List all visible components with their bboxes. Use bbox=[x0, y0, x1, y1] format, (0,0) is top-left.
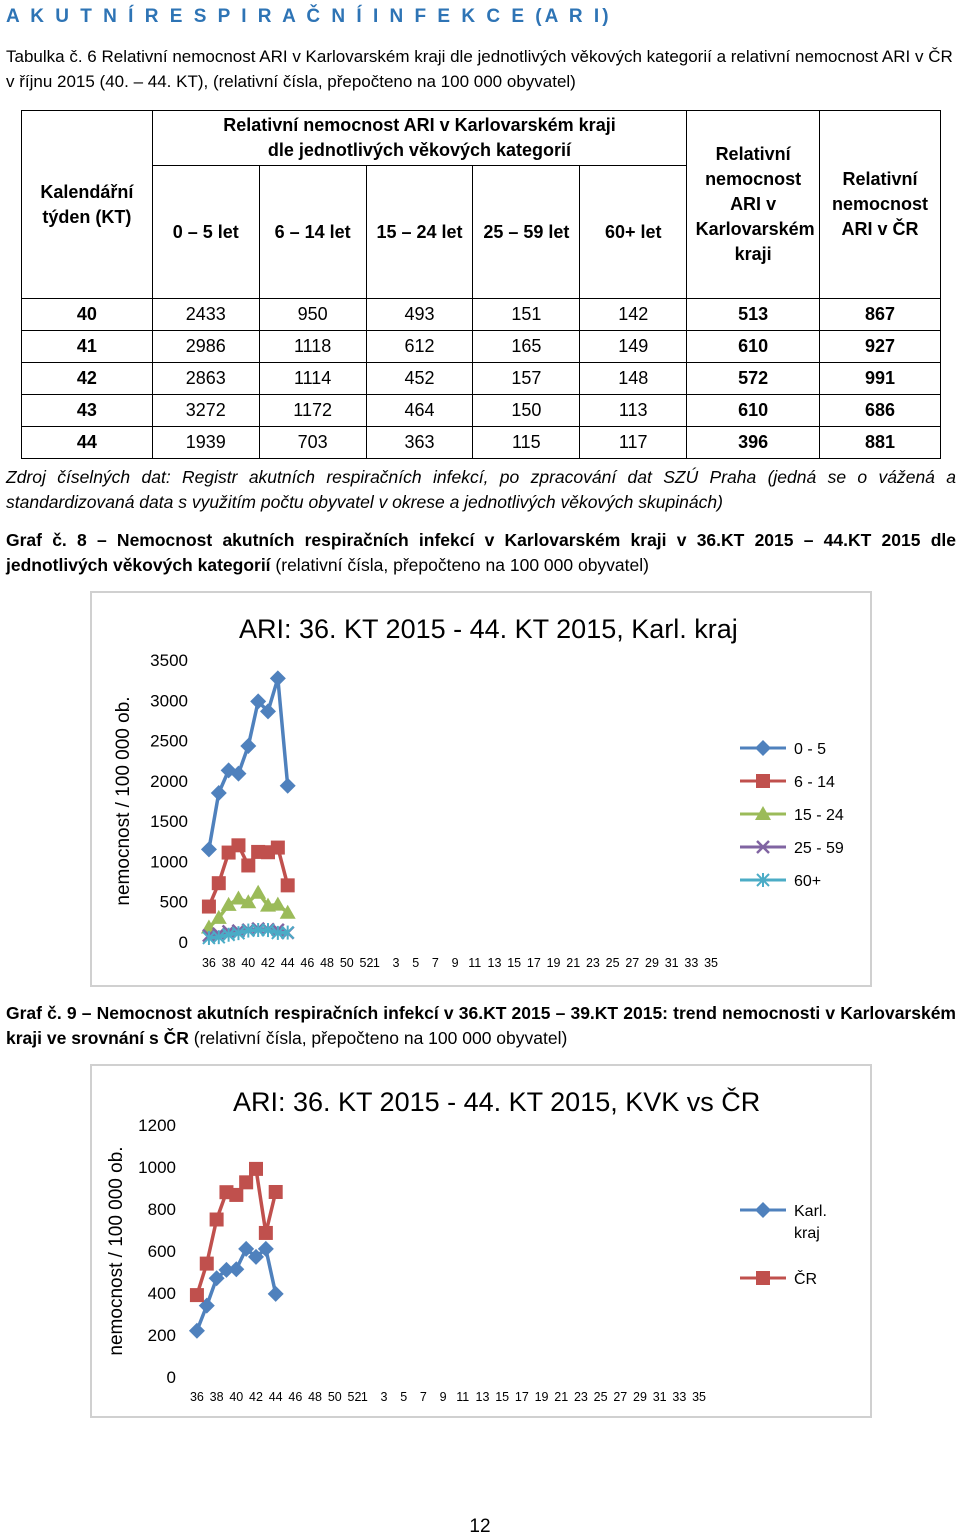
x-tick-label: 31 bbox=[664, 956, 679, 970]
legend-marker bbox=[755, 1202, 771, 1218]
data-point bbox=[250, 885, 266, 899]
legend-marker bbox=[756, 774, 770, 788]
table-cell: 41 bbox=[22, 331, 153, 363]
header-age-2: 15 – 24 let bbox=[366, 166, 473, 299]
table-caption-note: (relativní čísla, přepočteno na 100 000 obyvatel) bbox=[212, 72, 576, 91]
y-tick-label: 2000 bbox=[150, 771, 188, 791]
table-body bbox=[22, 299, 941, 459]
x-tick-label: 52 bbox=[347, 1390, 362, 1404]
table-caption bbox=[6, 44, 956, 94]
x-tick-label: 23 bbox=[585, 956, 600, 970]
legend-marker bbox=[756, 1271, 770, 1285]
table-cell: 3272 bbox=[152, 395, 259, 427]
page-number: 12 bbox=[469, 1516, 491, 1537]
y-tick-label: 200 bbox=[147, 1326, 176, 1345]
chart-1-frame bbox=[90, 591, 872, 987]
table-cell: 610 bbox=[687, 331, 820, 363]
y-axis-label: nemocnost / 100 000 ob. bbox=[113, 696, 134, 906]
data-point bbox=[228, 1261, 244, 1277]
table-cell: 881 bbox=[820, 427, 941, 459]
header-group: Relativní nemocnost ARI v Karlovarském kraji dle jednotlivých věkových kategorií bbox=[152, 111, 686, 166]
table-cell: 42 bbox=[22, 363, 153, 395]
table-cell: 157 bbox=[473, 363, 580, 395]
legend-label: ČR bbox=[794, 1271, 818, 1288]
table-cell: 396 bbox=[687, 427, 820, 459]
table-cell: 612 bbox=[366, 331, 473, 363]
y-tick-label: 1000 bbox=[150, 852, 188, 872]
table-cell: 148 bbox=[580, 363, 687, 395]
table-cell: 43 bbox=[22, 395, 153, 427]
table-cell: 493 bbox=[366, 299, 473, 331]
legend-label: Karl. bbox=[794, 1203, 827, 1220]
x-tick-label: 42 bbox=[249, 1390, 263, 1404]
x-tick-label: 17 bbox=[526, 956, 541, 970]
x-tick-label: 40 bbox=[229, 1390, 244, 1404]
table-cell: 150 bbox=[473, 395, 580, 427]
data-point bbox=[231, 838, 245, 852]
x-tick-label: 38 bbox=[221, 956, 236, 970]
table-cell: 991 bbox=[820, 363, 941, 395]
x-tick-label: 5 bbox=[400, 1390, 408, 1404]
x-tick-label: 21 bbox=[566, 956, 581, 970]
table-caption-text: Relativní nemocnost ARI v Karlovarském kraji dle jednotlivých věkových kategorií a relativní nemocnost ARI v ČR v říjnu 2015 (40. – 44. KT), bbox=[6, 47, 953, 91]
table-cell: 464 bbox=[366, 395, 473, 427]
x-tick-label: 9 bbox=[451, 956, 459, 970]
chart-title: ARI: 36. KT 2015 - 44. KT 2015, Karl. kraj bbox=[239, 614, 738, 644]
x-tick-label: 48 bbox=[308, 1390, 323, 1404]
header-age-4: 60+ let bbox=[580, 166, 687, 299]
table-cell: 867 bbox=[820, 299, 941, 331]
x-tick-label: 29 bbox=[633, 1390, 647, 1404]
graph8-caption-bold: Graf č. 8 – Nemocnost akutních respiračních infekcí v Karlovarském kraji v 36.KT 2015 – 44.KT 2015 dle jednotlivých věkových kategorií bbox=[6, 530, 956, 575]
y-axis-label: nemocnost / 100 000 ob. bbox=[106, 1146, 127, 1356]
graph8-caption-note: (relativní čísla, přepočteno na 100 000 obyvatel) bbox=[275, 555, 649, 575]
x-tick-label: 44 bbox=[268, 1390, 283, 1404]
x-tick-label: 19 bbox=[546, 956, 561, 970]
data-point bbox=[201, 841, 217, 857]
table-cell: 151 bbox=[473, 299, 580, 331]
x-tick-label: 50 bbox=[327, 1390, 342, 1404]
x-tick-label: 31 bbox=[652, 1390, 667, 1404]
data-point bbox=[271, 841, 285, 855]
table-cell: 1172 bbox=[259, 395, 366, 427]
table-cell: 44 bbox=[22, 427, 153, 459]
section-title: A K U T N Í R E S P I R A Č N Í I N F E K C E (A R I) bbox=[6, 6, 612, 27]
data-point bbox=[268, 1286, 284, 1302]
data-point bbox=[249, 1162, 263, 1176]
x-tick-label: 15 bbox=[507, 956, 522, 970]
x-tick-label: 33 bbox=[684, 956, 699, 970]
table-cell: 165 bbox=[473, 331, 580, 363]
x-tick-label: 1 bbox=[372, 956, 380, 970]
x-tick-label: 35 bbox=[704, 956, 719, 970]
x-tick-label: 44 bbox=[280, 956, 295, 970]
table-cell: 452 bbox=[366, 363, 473, 395]
header-age-1: 6 – 14 let bbox=[259, 166, 366, 299]
graph9-caption bbox=[6, 1001, 956, 1051]
data-point bbox=[200, 1257, 214, 1271]
data-point bbox=[189, 1323, 205, 1339]
x-tick-label: 3 bbox=[392, 956, 400, 970]
x-tick-label: 33 bbox=[672, 1390, 687, 1404]
x-tick-label: 9 bbox=[439, 1390, 447, 1404]
table-row bbox=[22, 299, 941, 331]
data-point bbox=[281, 878, 295, 892]
y-tick-label: 2500 bbox=[150, 731, 188, 751]
table-cell: 950 bbox=[259, 299, 366, 331]
legend-label: kraj bbox=[794, 1225, 820, 1242]
chart-1 bbox=[92, 593, 870, 985]
x-tick-label: 50 bbox=[339, 956, 354, 970]
table-cell: 1114 bbox=[259, 363, 366, 395]
data-point bbox=[280, 778, 296, 794]
x-tick-label: 29 bbox=[645, 956, 659, 970]
table-cell: 2433 bbox=[152, 299, 259, 331]
data-point bbox=[259, 1226, 273, 1240]
x-tick-label: 42 bbox=[261, 956, 275, 970]
table-cell: 703 bbox=[259, 427, 366, 459]
table-cell: 149 bbox=[580, 331, 687, 363]
table-cell: 363 bbox=[366, 427, 473, 459]
y-tick-label: 3000 bbox=[150, 691, 188, 711]
x-tick-label: 7 bbox=[419, 1390, 427, 1404]
table-cell: 2863 bbox=[152, 363, 259, 395]
table-cell: 1118 bbox=[259, 331, 366, 363]
data-point bbox=[212, 876, 226, 890]
legend-label: 0 - 5 bbox=[794, 741, 827, 758]
y-tick-label: 0 bbox=[166, 1368, 176, 1387]
data-point bbox=[229, 1188, 243, 1202]
table-cell: 927 bbox=[820, 331, 941, 363]
header-age-0: 0 – 5 let bbox=[152, 166, 259, 299]
chart-title: ARI: 36. KT 2015 - 44. KT 2015, KVK vs ČR bbox=[233, 1087, 761, 1117]
table-cell: 40 bbox=[22, 299, 153, 331]
x-tick-label: 7 bbox=[431, 956, 439, 970]
graph8-caption bbox=[6, 528, 956, 578]
table-cell: 117 bbox=[580, 427, 687, 459]
x-tick-label: 46 bbox=[288, 1390, 303, 1404]
legend-marker bbox=[755, 740, 771, 756]
table-cell: 113 bbox=[580, 395, 687, 427]
chart-2 bbox=[92, 1066, 870, 1416]
table-row bbox=[22, 363, 941, 395]
legend-label: 25 - 59 bbox=[794, 840, 844, 857]
table-cell: 572 bbox=[687, 363, 820, 395]
header-region: Relativní nemocnost ARI v Karlovarském kraji bbox=[687, 111, 820, 299]
data-point bbox=[269, 1185, 283, 1199]
data-point bbox=[270, 670, 286, 686]
chart-2-frame bbox=[90, 1064, 872, 1418]
table-row bbox=[22, 427, 941, 459]
x-tick-label: 3 bbox=[380, 1390, 388, 1404]
graph9-caption-bold: Graf č. 9 – Nemocnost akutních respiračních infekcí v 36.KT 2015 – 39.KT 2015: trend nemocnosti v Karlovarském kraji ve srovnání s ČR bbox=[6, 1003, 956, 1048]
x-tick-label: 15 bbox=[495, 1390, 510, 1404]
y-tick-label: 800 bbox=[147, 1200, 176, 1219]
table-cell: 115 bbox=[473, 427, 580, 459]
table-cell: 1939 bbox=[152, 427, 259, 459]
table-row bbox=[22, 395, 941, 427]
data-point bbox=[239, 1175, 253, 1189]
x-tick-label: 27 bbox=[613, 1390, 628, 1404]
x-tick-label: 25 bbox=[593, 1390, 608, 1404]
data-point bbox=[211, 785, 227, 801]
graph9-caption-note: (relativní čísla, přepočteno na 100 000 obyvatel) bbox=[193, 1028, 568, 1048]
x-tick-label: 23 bbox=[573, 1390, 588, 1404]
x-tick-label: 1 bbox=[360, 1390, 368, 1404]
legend-label: 6 - 14 bbox=[794, 774, 835, 791]
y-tick-label: 0 bbox=[178, 933, 188, 952]
table-cell: 513 bbox=[687, 299, 820, 331]
legend-label: 60+ bbox=[794, 873, 822, 890]
x-tick-label: 11 bbox=[456, 1390, 470, 1404]
table-row bbox=[22, 331, 941, 363]
x-tick-label: 19 bbox=[534, 1390, 549, 1404]
x-tick-label: 21 bbox=[554, 1390, 569, 1404]
table-cell: 686 bbox=[820, 395, 941, 427]
y-tick-label: 3500 bbox=[150, 651, 188, 670]
source-note: Zdroj číselných dat: Registr akutních respiračních infekcí, po zpracování dat SZÚ Praha (jedná se o vážená a standardizovaná data s využitím počtu obyvatel v okrese a jednotlivých věkových skupinách) bbox=[6, 467, 956, 512]
table-cell: 2986 bbox=[152, 331, 259, 363]
x-tick-label: 36 bbox=[189, 1390, 204, 1404]
y-tick-label: 400 bbox=[147, 1284, 176, 1303]
header-week: Kalendářní týden (KT) bbox=[22, 111, 153, 299]
y-tick-label: 1000 bbox=[138, 1158, 176, 1177]
table-caption-label: Tabulka č. 6 bbox=[6, 47, 97, 66]
header-cr: Relativní nemocnost ARI v ČR bbox=[820, 111, 941, 299]
ari-table bbox=[21, 110, 941, 459]
x-tick-label: 17 bbox=[514, 1390, 529, 1404]
y-tick-label: 1200 bbox=[138, 1116, 176, 1135]
header-age-3: 25 – 59 let bbox=[473, 166, 580, 299]
x-tick-label: 11 bbox=[468, 956, 482, 970]
y-tick-label: 600 bbox=[147, 1242, 176, 1261]
x-tick-label: 38 bbox=[209, 1390, 224, 1404]
y-tick-label: 500 bbox=[159, 892, 188, 912]
x-tick-label: 35 bbox=[692, 1390, 707, 1404]
data-point bbox=[202, 900, 216, 914]
x-tick-label: 13 bbox=[475, 1390, 490, 1404]
table-cell: 142 bbox=[580, 299, 687, 331]
data-point bbox=[210, 1213, 224, 1227]
series-line-0 bbox=[209, 678, 288, 849]
x-tick-label: 25 bbox=[605, 956, 620, 970]
x-tick-label: 36 bbox=[201, 956, 216, 970]
y-tick-label: 1500 bbox=[150, 812, 188, 832]
x-tick-label: 52 bbox=[359, 956, 374, 970]
data-point bbox=[240, 738, 256, 754]
legend-label: 15 - 24 bbox=[794, 807, 844, 824]
data-point bbox=[190, 1288, 204, 1302]
x-tick-label: 27 bbox=[625, 956, 640, 970]
data-point bbox=[241, 858, 255, 872]
x-tick-label: 13 bbox=[487, 956, 502, 970]
x-tick-label: 48 bbox=[320, 956, 335, 970]
x-tick-label: 40 bbox=[241, 956, 256, 970]
table-cell: 610 bbox=[687, 395, 820, 427]
x-tick-label: 5 bbox=[412, 956, 420, 970]
x-tick-label: 46 bbox=[300, 956, 315, 970]
